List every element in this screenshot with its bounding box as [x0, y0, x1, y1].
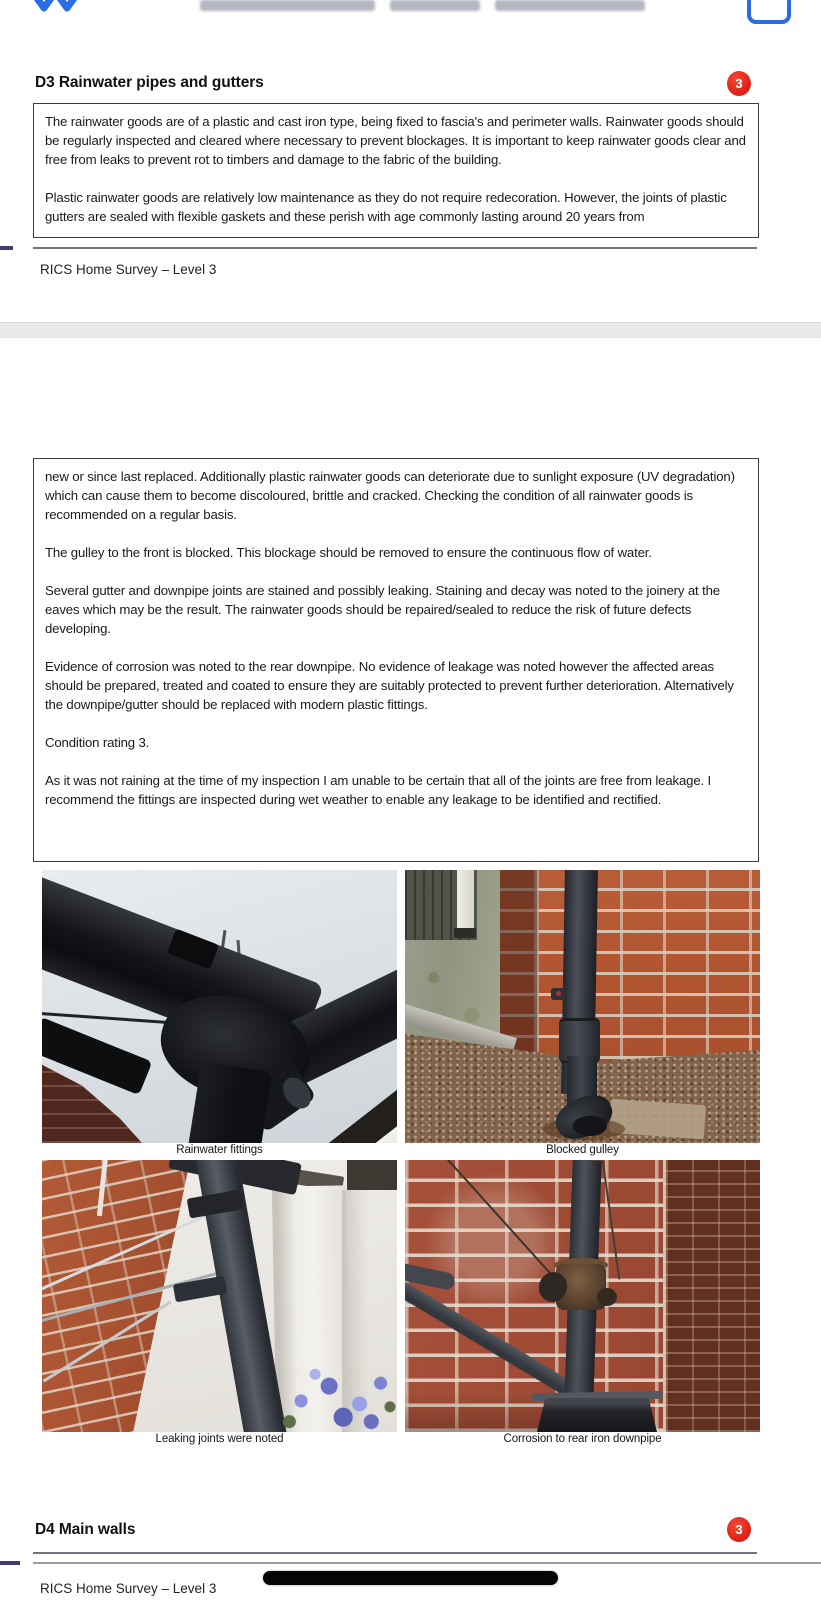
rating-value: 3 — [735, 76, 743, 91]
photo-caption: Blocked gulley — [546, 1144, 619, 1156]
document-title-clipped — [495, 0, 645, 11]
page-edge-marker — [0, 246, 13, 250]
page-footer-text: RICS Home Survey – Level 3 — [40, 262, 217, 277]
pipe-fixing — [556, 991, 561, 996]
section-heading-d4: D4 Main walls — [35, 1521, 136, 1538]
paragraph: Condition rating 3. — [45, 735, 150, 750]
d3-text-box-1 — [33, 103, 759, 238]
photo-corroded-downpipe — [405, 1160, 760, 1432]
paragraph: Plastic rainwater goods are relatively low maintenance as they do not require redecoration. However, the joints of plastic gutters are sealed with flexible gaskets and these perish with age commonly lasting around 20 years from — [45, 190, 727, 224]
rating-value: 3 — [735, 1522, 743, 1537]
condition-rating-badge — [727, 71, 751, 96]
d3-text-box-2 — [33, 458, 759, 862]
photo-leaking-joints — [42, 1160, 397, 1432]
shadowed-wall — [663, 1160, 760, 1432]
document-title-clipped — [200, 0, 375, 11]
footer-divider — [33, 1552, 757, 1554]
page-edge-line — [33, 1562, 821, 1564]
paragraph: Evidence of corrosion was noted to the rear downpipe. No evidence of leakage was noted however the affected areas should be prepared, treated and coated to ensure they are suitably protected to prevent further deterioration. Alternatively the downpipe/gutter should be replaced with modern plastic fittings. — [45, 659, 734, 712]
gulley-opening — [573, 1116, 607, 1136]
document-title-clipped — [390, 0, 480, 11]
home-indicator[interactable] — [263, 1571, 558, 1585]
toolbar — [0, 0, 821, 26]
wall-shadow — [405, 1392, 545, 1432]
condition-rating-badge — [727, 1517, 751, 1542]
photo-caption: Corrosion to rear iron downpipe — [503, 1433, 662, 1445]
page-footer-text: RICS Home Survey – Level 3 — [40, 1581, 217, 1596]
footer-divider — [33, 247, 757, 249]
open-in-app-icon[interactable] — [747, 0, 791, 24]
white-post — [457, 870, 474, 934]
hopper-box — [537, 1398, 657, 1432]
paragraph: The rainwater goods are of a plastic and cast iron type, being fixed to fascia's and perimeter walls. Rainwater goods should be regularly inspected and cleared where necessary to prevent blockages. It is important to keep rainwater goods clear and free from leaks to prevent rot to timbers and damage to the fabric of the building. — [45, 114, 746, 167]
photo-blocked-gulley — [405, 870, 760, 1143]
page-edge-marker — [0, 1561, 20, 1565]
window-opening — [347, 1160, 397, 1190]
flowers — [280, 1358, 397, 1432]
downpipe — [187, 1061, 273, 1143]
page-separator — [0, 322, 821, 338]
photo-caption: Rainwater fittings — [176, 1144, 263, 1156]
paragraph: As it was not raining at the time of my inspection I am unable to be certain that all of the joints are free from leakage. I recommend the fittings are inspected during wet weather to enable any leakage to be identified and rectified. — [45, 773, 712, 807]
photo-caption: Leaking joints were noted — [155, 1433, 284, 1445]
paving-slab — [609, 1099, 706, 1140]
post-cap — [454, 928, 476, 938]
paragraph: Several gutter and downpipe joints are stained and possibly leaking. Staining and decay was noted to the joinery at the eaves which may be the result. The rainwater goods should be repaired/sealed to reduce the risk of future defects developing. — [45, 583, 720, 636]
photo-rainwater-fittings — [42, 870, 397, 1143]
app-logo-chevrons-icon[interactable] — [30, 0, 88, 14]
paragraph: The gulley to the front is blocked. This blockage should be removed to ensure the continuous flow of water. — [45, 545, 652, 560]
paragraph: new or since last replaced. Additionally plastic rainwater goods can deteriorate due to sunlight exposure (UV degradation) which can cause them to become discoloured, brittle and cracked. Checking the condition of all rainwater goods is recommended on a regular basis. — [45, 469, 735, 522]
corrosion-crust — [597, 1288, 617, 1306]
section-heading-d3: D3 Rainwater pipes and gutters — [35, 74, 264, 91]
